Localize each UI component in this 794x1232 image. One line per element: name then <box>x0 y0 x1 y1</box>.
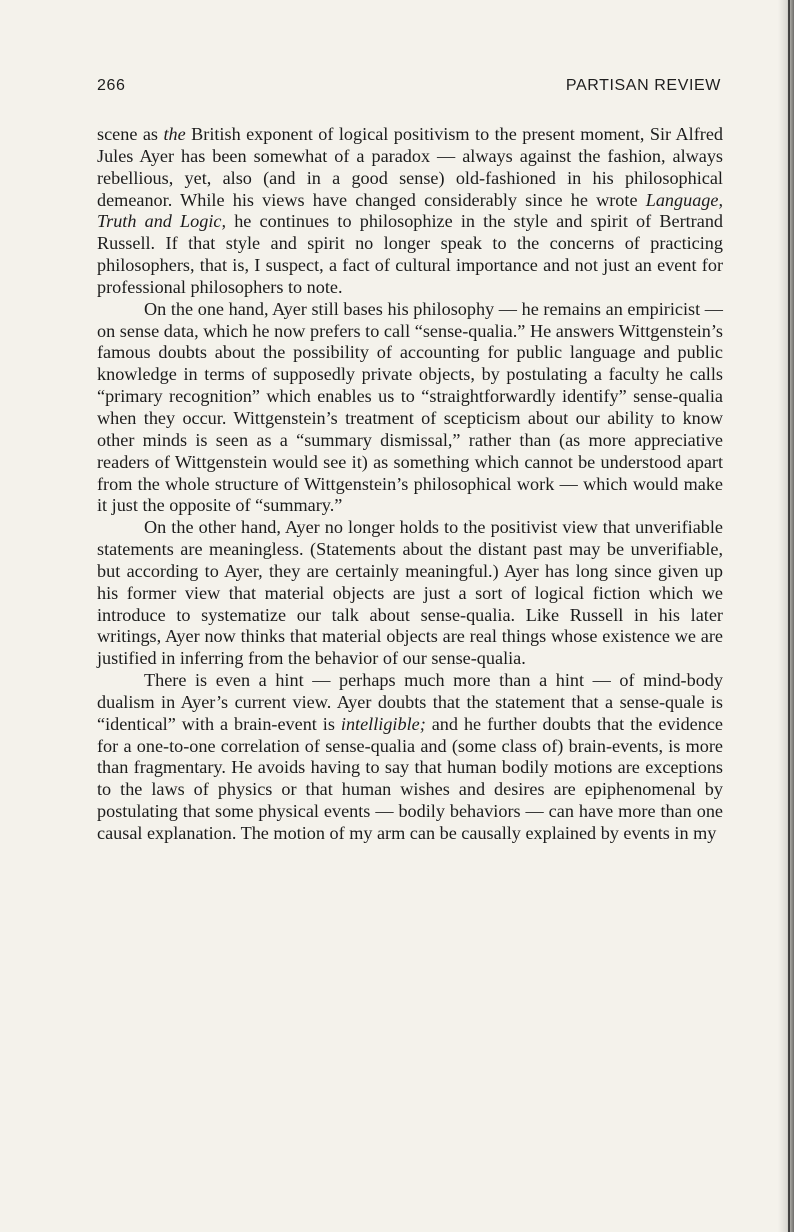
paragraph <box>97 517 723 670</box>
page-edge-shadow <box>778 0 794 1232</box>
text-run: British exponent of logical positivism to the present moment, Sir Alfred Jules Ayer has been somewhat of a paradox — always against the fashion, always rebellious, yet, also (and in a good sense) old-fashioned in his philosophical demeanor. While his views have changed considerably since he wrote <box>97 124 723 210</box>
text-run: On the one hand, Ayer still bases his philosophy — he remains an empiricist — on sense data, which he now prefers to call “sense-qualia.” He answers Wittgenstein’s famous doubts about the possibility of accounting for public language and public knowledge in terms of supposedly private objects, by postulating a faculty he calls “primary recognition” which enables us to “straightforwardly identify” sense-qualia when they occur. Wittgenstein’s treatment of scepticism about our ability to know other minds is seen as a “summary dismissal,” rather than (as more appreciative readers of Wittgenstein would see it) as something which cannot be understood apart from the whole structure of Wittgenstein’s philosophical work — which would make it just the opposite of “summary.” <box>97 298 723 516</box>
text-run: There is even a hint — perhaps much more than a hint — of mind-body dualism in Ayer’s current view. Ayer doubts that the statement that a sense-quale is “identical” with a brain-event is <box>97 670 723 734</box>
text-run: On the other hand, Ayer no longer holds to the positivist view that unverifiable statements are meaningless. (Statements about the distant past may be unverifiable, but according to Ayer, they are certainly meaningful.) Ayer has long since given up his former view that material objects are just a sort of logical fiction which we introduce to systematize our talk about sense-qualia. Like Russell in his later writings, Ayer now thinks that material objects are real things whose existence we are justified in inferring from the behavior of our sense-qualia. <box>97 517 723 669</box>
text-run: and he further doubts that the evidence for a one-to-one correlation of sense-qualia and (some class of) brain-events, is more than fragmentary. He avoids having to say that human bodily motions are exceptions to the laws of physics or that human wishes and desires are epiphenomenal by postulating that some physical events — bodily behaviors — can have more than one causal explanation. The motion of my arm can be causally explained by events in my <box>97 713 723 843</box>
italic-text: intelligible; <box>340 713 426 734</box>
paragraph <box>97 670 723 845</box>
text-run: he continues to philosophize in the style and spirit of Bertrand Russell. If that style and spirit no longer speak to the concerns of practicing philosophers, that is, I suspect, a fact of cultural importance and not just an event for professional philosophers to note. <box>97 211 724 297</box>
italic-text: the <box>163 124 186 144</box>
page-edge-line <box>788 0 790 1232</box>
paragraph <box>97 299 723 517</box>
text-run: scene as <box>97 124 164 144</box>
page-number: 266 <box>97 77 126 94</box>
journal-title: PARTISAN REVIEW <box>565 77 721 94</box>
paragraph <box>97 124 723 299</box>
body-text <box>97 124 723 845</box>
italic-text: Language, Truth and Logic, <box>97 189 723 232</box>
